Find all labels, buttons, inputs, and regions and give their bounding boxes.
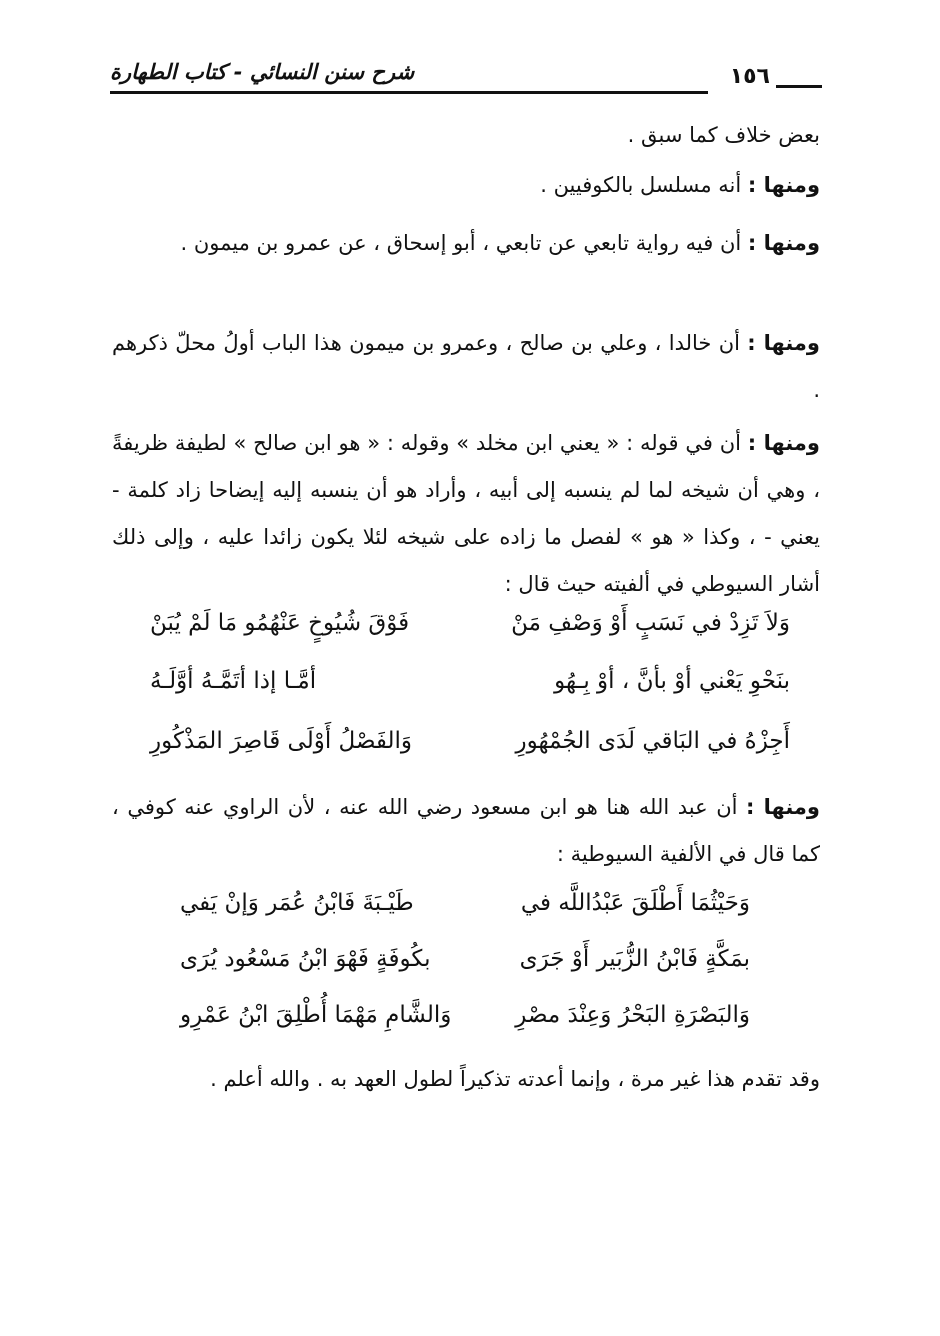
- running-header-title: شرح سنن النسائي - كتاب الطهارة: [110, 60, 415, 84]
- paragraph-text: بعض خلاف كما سبق .: [627, 123, 820, 147]
- paragraph-text: أنه مسلسل بالكوفيين .: [540, 173, 748, 197]
- paragraph: [112, 220, 820, 267]
- verse-first-hemistich: بمَكَّةٍ فَابْنُ الزُّبَير أَوْ جَرَى: [519, 946, 750, 972]
- paragraph-lead: ومنها :: [747, 173, 820, 197]
- verse-second-hemistich: بكُوفَةٍ فَهْوَ ابْنُ مَسْعُود يُرَى: [180, 946, 431, 972]
- verse-second-hemistich: وَالشَّامِ مَهْمَا أُطْلِقَ ابْنُ عَمْرِو: [180, 1002, 452, 1028]
- paragraph-lead: ومنها :: [746, 795, 820, 819]
- verse-second-hemistich: فَوْقَ شُيُوخٍ عَنْهُمُو مَا لَمْ يُبَنْ: [150, 610, 410, 636]
- paragraph: [112, 112, 820, 159]
- verse-second-hemistich: أمَّـا إذا أتَمَّـهُ أوَّلَـهُ: [150, 668, 317, 694]
- paragraph-text: أن عبد الله هنا هو ابن مسعود رضي الله عنه ، لأن الراوي عنه كوفي ، كما قال في الألفية السيوطية :: [112, 795, 820, 866]
- verse-first-hemistich: بنَحْوِ يَعْني أوْ بأنَّ ، أوْ بِـهُو: [554, 668, 790, 694]
- paragraph-lead: ومنها :: [747, 231, 820, 255]
- paragraph: [112, 162, 820, 209]
- paragraph: [112, 784, 820, 878]
- paragraph: [112, 1056, 820, 1103]
- poem-verse: [180, 1002, 750, 1042]
- verse-first-hemistich: وَالبَصْرَةِ البَحْرُ وَعِنْدَ مصْرِ: [515, 1002, 750, 1028]
- running-header: [110, 58, 822, 98]
- poem-verse: [150, 668, 790, 708]
- verse-first-hemistich: وَلاَ تَزِدْ في نَسَبٍ أَوْ وَصْفِ مَنْ: [511, 610, 790, 636]
- verse-first-hemistich: أَجِزْهُ في البَاقي لَدَى الجُمْهُورِ: [515, 728, 790, 754]
- paragraph-lead: ومنها :: [747, 331, 820, 355]
- paragraph: [112, 320, 820, 414]
- poem-verse: [150, 610, 790, 650]
- verse-first-hemistich: وَحَيْثُمَا أَطْلَقَ عَبْدُاللَّه في: [520, 890, 750, 916]
- paragraph-text: أن في قوله : « يعني ابن مخلد » وقوله : « هو ابن صالح » لطيفة ظريفةً ، وهي أن شيخه لما لم ينسبه إلى أبيه ، وأراد هو أن ينسبه إليه إيضاحا زاد كلمة - يعني - ، وكذا « هو » لفصل ما زاده على شيخه لئلا يكون زائدا عليه ، وإلى ذلك أشار السيوطي في ألفيته حيث قال :: [112, 431, 820, 596]
- poem-verse: [180, 946, 750, 986]
- paragraph-text: وقد تقدم هذا غير مرة ، وإنما أعدته تذكيراً لطول العهد به . والله أعلم .: [210, 1067, 820, 1091]
- header-rule: [110, 91, 708, 94]
- page-number: ١٥٦: [729, 64, 770, 89]
- paragraph-lead: ومنها :: [747, 431, 820, 455]
- verse-second-hemistich: وَالفَصْلُ أَوْلَى قَاصِرَ المَذْكُورِ: [150, 728, 413, 754]
- poem-verse: [150, 728, 790, 768]
- verse-second-hemistich: طَيْـبَةَ فَابْنُ عُمَر وَإنْ يَفي: [180, 890, 414, 916]
- page-number-dash: [776, 85, 822, 88]
- paragraph-text: أن خالدا ، وعلي بن صالح ، وعمرو بن ميمون هذا الباب أولُ محلّ ذكرهم .: [112, 331, 820, 402]
- paragraph-text: أن فيه رواية تابعي عن تابعي ، أبو إسحاق ، عن عمرو بن ميمون .: [180, 231, 748, 255]
- paragraph: [112, 420, 820, 608]
- poem-verse: [180, 890, 750, 930]
